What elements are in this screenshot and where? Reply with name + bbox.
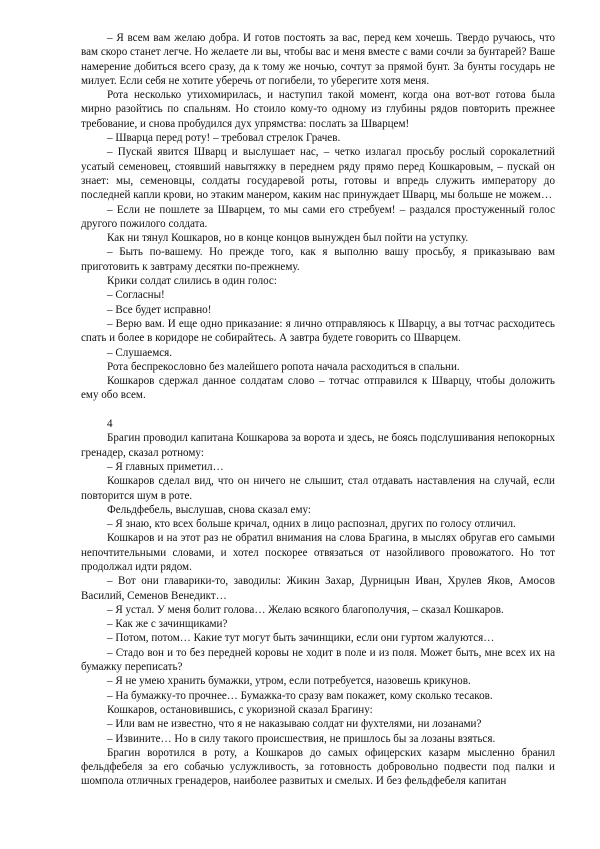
paragraph: Кошкаров, остановившись, с укоризной сказал Брагину: bbox=[107, 703, 373, 716]
paragraph: – Верю вам. И еще одно приказание: я лично отправляюсь к Шварцу, а вы тотчас расходитесь спать и более в коридоре не собирайтесь. А завтра будете говорить со Шварцем. bbox=[81, 317, 555, 345]
paragraph: Рота несколько утихомирилась, и наступил такой момент, когда она вот-вот готова была мирно разойтись по спальням. Но стоило кому-то одному из глубины рядов повторить прежнее требование, и снова пробудился дух упрямства: послать за Шварцем! bbox=[81, 89, 555, 130]
paragraph: Фельдфебель, выслушав, снова сказал ему: bbox=[107, 503, 311, 516]
paragraph: – Или вам не известно, что я не наказываю солдат ни фухтелями, ни лозанами? bbox=[107, 718, 482, 731]
paragraph: – Если не пошлете за Шварцем, то мы сами его стребуем! – раздался простуженный голос другого пожилого солдата. bbox=[81, 203, 555, 230]
paragraphs-block-1 bbox=[81, 31, 555, 403]
paragraph: – Я устал. У меня болит голова… Желаю всякого благополучия, – сказал Кошкаров. bbox=[107, 603, 504, 616]
paragraph: – Слушаемся. bbox=[107, 346, 173, 359]
paragraph: Кошкаров и на этот раз не обратил внимания на слова Брагина, в мыслях обругав его самыми непочтительными словами, и хотел поскорее отвязаться от назойливого провожатого. Но тот продолжал идти рядом. bbox=[81, 532, 555, 573]
document-page bbox=[81, 31, 555, 789]
paragraph: – Я главных приметил… bbox=[107, 460, 224, 473]
paragraph: – Я всем вам желаю добра. И готов постоять за вас, перед кем хочешь. Твердо ручаюсь, что вам скоро станет легче. Но желаете ли вы, чтобы вас и меня вместе с вами сочли за бунтарей? Ваше намерение добиться всего сразу, да к тому же ночью, сочтут за прямой бунт. За бунты государь не милует. Если себя не хотите уберечь от погибели, то уберегите хотя меня. bbox=[81, 32, 555, 87]
paragraph: – Шварца перед роту! – требовал стрелок Грачев. bbox=[107, 132, 341, 145]
section-number: 4 bbox=[107, 418, 113, 431]
paragraph: – Потом, потом… Какие тут могут быть зачинщики, если они гуртом жалуются… bbox=[107, 632, 495, 645]
paragraph: Рота беспрекословно без малейшего ропота начала расходиться в спальни. bbox=[107, 360, 460, 373]
paragraph: – Пускай явится Шварц и выслушает нас, – четко излагал просьбу рослый сорокалетний усатый семеновец, стоявший навытяжку в переднем ряду прямо перед Кошкаровым, – пускай он знает: мы, семеновцы, солдаты государевой роты, готовы и впредь служить императору до последней капли крови, но этаким манером, каким нас принуждает Шварц, мы больше не можем… bbox=[81, 146, 555, 202]
paragraph: Брагин воротился в роту, а Кошкаров до самых офицерских казарм мысленно бранил фельдфебеля за его собачью услужливость, за готовность добровольно подвести под палки и шомпола отличных гренадеров, наиболее развитых и смелых. И без фельдфебеля капитан bbox=[81, 746, 555, 788]
paragraph: Брагин проводил капитана Кошкарова за ворота и здесь, не боясь подслушивания непокорных гренадер, сказал ротному: bbox=[81, 432, 555, 459]
paragraph: – Быть по-вашему. Но прежде того, как я выполню вашу просьбу, я приказываю вам приготовить к завтраму десятки по-прежнему. bbox=[81, 246, 555, 273]
paragraph: – На бумажку-то прочнее… Бумажка-то сразу вам покажет, кому сколько тесаков. bbox=[107, 689, 493, 702]
paragraph: – Я знаю, кто всех больше кричал, одних в лицо распознал, других по голосу отличил. bbox=[107, 518, 516, 531]
paragraph: – Как же с зачинщиками? bbox=[107, 618, 228, 631]
paragraph: – Вот они главарики-то, заводилы: Жикин Захар, Дурницын Иван, Хрулев Яков, Амосов Василий, Семенов Венедикт… bbox=[81, 575, 555, 602]
paragraphs-block-2 bbox=[81, 431, 555, 788]
paragraph: – Стадо вон и то без передней коровы не ходит в поле и из поля. Может быть, мне всех их на бумажку переписать? bbox=[81, 646, 555, 674]
paragraph: Крики солдат слились в один голос: bbox=[107, 275, 277, 288]
paragraph: – Все будет исправно! bbox=[107, 303, 212, 316]
paragraph: Кошкаров сделал вид, что он ничего не слышит, стал отдавать наставления на случай, если повторится шум в роте. bbox=[81, 475, 555, 502]
paragraph: Кошкаров сдержал данное солдатам слово – тотчас отправился к Шварцу, чтобы доложить ему обо всем. bbox=[81, 375, 555, 402]
paragraph: – Согласны! bbox=[107, 289, 165, 302]
paragraph: Как ни тянул Кошкаров, но в конце концов вынужден был пойти на уступку. bbox=[107, 232, 469, 245]
paragraph: – Я не умею хранить бумажки, утром, если потребуется, назовешь крикунов. bbox=[107, 675, 471, 688]
paragraph: – Извините… Но в силу такого происшествия, не пришлось бы за лозаны взяться. bbox=[107, 732, 496, 745]
